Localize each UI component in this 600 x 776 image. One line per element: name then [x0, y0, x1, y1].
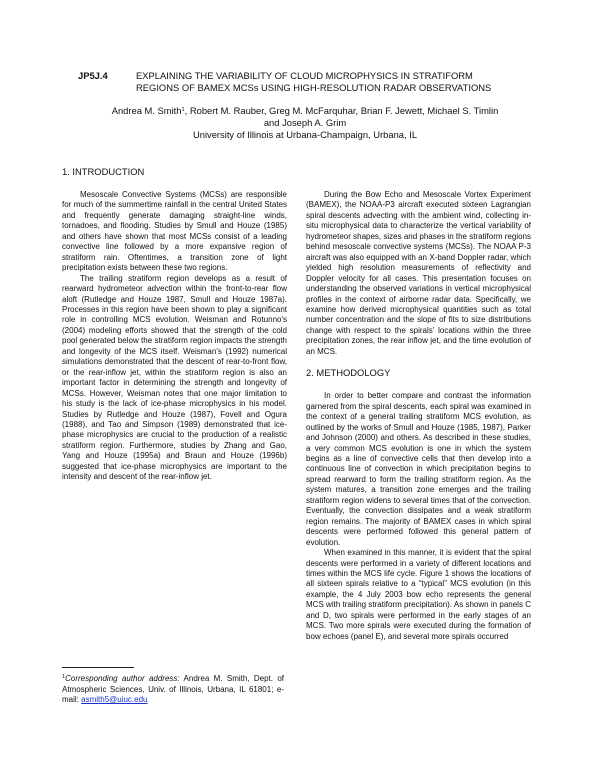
- author-line-1: [90, 104, 520, 117]
- author-footnote-marker: 1: [181, 107, 185, 113]
- first-author: Andrea M. Smith: [111, 105, 182, 116]
- method-paragraph-2: When examined in this manner, it is evident that the spiral descents were performed in a variety of different locations and times within the MCS life cycle. Figure 1 shows the locations of all sixteen spirals relative to a “typical” MCS evolution (in this example, the 4 July 2003 bow echo represents the general MCS with trailing stratiform precipitation). As shown in panels C and D, two spirals were performed in the early stages of an MCS. Two more spirals were executed during the formation of bow echoes (panel E), and several more spirals occurred: [306, 548, 531, 641]
- footnote: [62, 672, 284, 706]
- author-line-2: and Joseph A. Grim: [263, 117, 347, 128]
- intro-paragraph-1: Mesoscale Convective Systems (MCSs) are responsible for much of the summertime rainfall in the central United States and frequently generate damaging straight-line winds, tornadoes, and flooding. Studies by Smull and Houze (1985) and others have shown that most MCSs consist of a leading convective line followed by a more expansive region of stratiform rain. Oftentimes, a transition zone of light precipitation exists between these two regions.: [62, 190, 287, 273]
- paper-title: [136, 70, 536, 94]
- methodology-heading: 2. METHODOLOGY: [306, 367, 391, 379]
- footnote-rule: [62, 667, 134, 668]
- title-line-2: REGIONS OF BAMEX MCSs USING HIGH-RESOLUTION RADAR OBSERVATIONS: [136, 82, 492, 93]
- email-link[interactable]: asmith5@uiuc.edu: [81, 695, 148, 705]
- affiliation: University of Illinois at Urbana-Champaign, Urbana, IL: [192, 129, 418, 140]
- method-paragraph-1: In order to better compare and contrast the information garnered from the spiral descents, each spiral was examined in the context of a general trailing stratiform MCS evolution, as outlined by the works of Smull and Houze (1985, 1987), Parker and Johnson (2000) and others. As described in these studies, a very common MCS evolution is one in which the system begins as a line of convective cells that then develop into a continuous line of convection in which precipitation begins to spread rearward to form the trailing stratiform region. As the system matures, a transition zone emerges and the trailing stratiform region widens to several times that of the convection. Eventually, the convection dissipates and a weak stratiform region remains. The majority of BAMEX cases in which spiral descents were performed followed this general pattern of evolution.: [306, 391, 531, 547]
- author-block: [90, 104, 520, 141]
- footnote-marker: 1: [62, 674, 66, 680]
- intro-paragraph-3: During the Bow Echo and Mesoscale Vortex Experiment (BAMEX), the NOAA-P3 aircraft executed sixteen Lagrangian spiral descents advecting with the ambient wind, collecting in-situ microphysical data to characterize the vertical variability of hydrometeor shapes, sizes and phases in the stratiform regions behind mesoscale convective systems (MCSs). The NOAA P-3 aircraft was also equipped with an X-band Doppler radar, which yielded high resolution measurements of reflectivity and Doppler velocity for all cases. This presentation focuses on understanding the observed variations in vertical microphysical profiles in the context of airborne radar data. Specifically, we examine how derived microphysical quantities such as total number concentration and the slope of fits to size distributions change with respect to the spirals' locations within the three precipitation zones, the rear inflow jet, and the time evolution of an MCS.: [306, 190, 532, 356]
- title-line-1: EXPLAINING THE VARIABILITY OF CLOUD MICROPHYSICS IN STRATIFORM: [136, 70, 473, 81]
- introduction-heading: 1. INTRODUCTION: [62, 166, 145, 177]
- footnote-label: Corresponding author address:: [65, 674, 180, 683]
- intro-paragraph-2: The trailing stratiform region develops as a result of rearward hydrometeor advection within the front-to-rear flow aloft (Rutledge and Houze 1987, Smull and Houze 1987a). Processes in this region have been shown to play a significant role in controlling MCS evolution. Weisman and Rotunno's (2004) modeling efforts showed that the strength of the cold pool generated below the stratiform region impacts the strength and longevity of the MCS itself. Weisman's (1992) numerical simulations demonstrated that the descent of rear-to-front flow, or the rear-inflow jet, within the stratiform region is also an important factor in determining the strength and longevity of MCSs. However, Weisman notes that one major limitation to his study is the lack of ice-phase microphysics in his model. Studies by Rutledge and Houze (1987), Fovell and Ogura (1988), and Tao and Simpson (1989) demonstrated that ice-phase microphysics are crucial to the production of a realistic stratiform region. Furthermore, studies by Zhang and Gao, Yang and Houze (1995a) and Braun and Houze (1996b) suggested that ice-phase microphysics are important to the intensity and descent of the rear-inflow jet.: [62, 273, 287, 482]
- right-column: [306, 190, 531, 642]
- left-column: [62, 166, 287, 483]
- paper-id: JP5J.4: [78, 70, 108, 81]
- co-authors: , Robert M. Rauber, Greg M. McFarquhar, Brian F. Jewett, Michael S. Timlin: [184, 105, 499, 116]
- footnote-text: Andrea M. Smith, Dept. of Atmospheric Sciences, Univ. of Illinois, Urbana, IL 61801; e-mail:: [62, 674, 284, 705]
